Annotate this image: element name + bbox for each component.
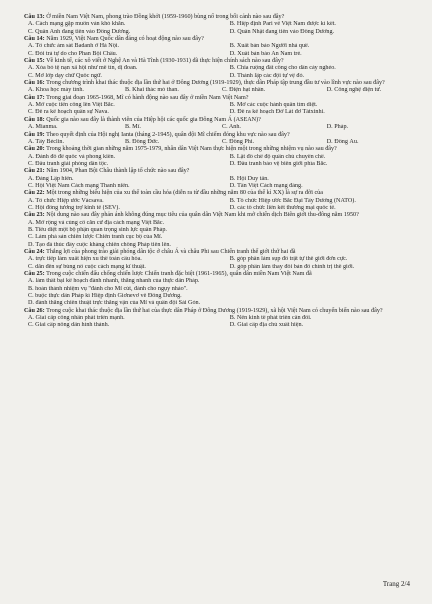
answer-options bbox=[24, 65, 412, 80]
question-stem bbox=[24, 36, 412, 43]
answer-option: D. Giai cấp địa chủ xuất hiện. bbox=[229, 322, 304, 329]
question-number: Câu 17: bbox=[24, 94, 45, 101]
question-text: Ở miền Nam Việt Nam, phong trào Đồng khởi (1959-1960) bùng nổ trong bối cảnh nào sau đây? bbox=[46, 14, 285, 20]
answer-option: D. Xuất bản báo An Nam trẻ. bbox=[229, 50, 302, 57]
answer-option: A. Tây Béclin. bbox=[28, 138, 65, 145]
answer-option: C. Anh. bbox=[222, 124, 241, 131]
answer-option: A. Mianma. bbox=[28, 124, 58, 131]
question-list bbox=[24, 14, 412, 330]
question-block bbox=[24, 168, 412, 190]
answer-option: B. Mở các cuộc hành quân tìm diệt. bbox=[229, 102, 318, 109]
answer-option: B. Đông Đức. bbox=[125, 138, 160, 145]
question-text: Về kinh tế, các xô viết ở Nghệ An và Hà Tĩnh (1930-1931) đã thực hiện chính sách nào sau đây? bbox=[46, 58, 284, 65]
question-block bbox=[24, 14, 412, 36]
question-number: Câu 13: bbox=[24, 14, 45, 20]
question-number: Câu 23: bbox=[24, 212, 45, 219]
answer-option: C. Làm phá sản chiến lược Chiến tranh cục bộ của Mĩ. bbox=[28, 234, 163, 241]
answer-option: C. Giai cấp nông dân hình thành. bbox=[28, 322, 110, 329]
question-stem bbox=[24, 58, 412, 65]
question-stem bbox=[24, 212, 412, 219]
answer-option: B. Tiêu diệt một bộ phận quan trọng sinh lực quân Pháp. bbox=[28, 226, 167, 233]
answer-option: B. Chia ruộng đất công cho dân cày nghèo. bbox=[229, 65, 336, 72]
answer-option: D. Tân Việt Cách mạng đảng. bbox=[229, 182, 303, 189]
question-stem bbox=[24, 190, 412, 197]
question-text: Quốc gia nào sau đây là thành viên của Hiệp hội các quốc gia Đông Nam Á (ASEAN)? bbox=[46, 116, 261, 123]
answer-option: C. dẫn đến sự bùng nổ cuộc cách mạng kĩ thuật. bbox=[28, 263, 146, 270]
question-number: Câu 25: bbox=[24, 271, 45, 278]
answer-option: C. Hội Việt Nam Cách mạng Thanh niên. bbox=[28, 182, 130, 189]
answer-option: B. Hội Duy tân. bbox=[229, 175, 269, 182]
answer-option: B. Lật đổ chế độ quân chủ chuyên chế. bbox=[229, 153, 326, 160]
question-number: Câu 21: bbox=[24, 168, 45, 175]
answer-options bbox=[24, 176, 412, 191]
question-stem bbox=[24, 14, 412, 21]
answer-option: A. Mở rộng và củng cố căn cứ địa cách mạng Việt Bắc. bbox=[28, 219, 165, 226]
answer-option: B. Khai thác mỏ than. bbox=[125, 87, 179, 94]
answer-option: D. Công nghệ điện tử. bbox=[326, 87, 382, 94]
answer-options bbox=[24, 154, 412, 169]
answer-option: D. Đông Âu. bbox=[326, 138, 359, 145]
answer-option: A. Xóa bỏ tệ nạn xã hội như mê tín, dị đoan. bbox=[28, 65, 138, 72]
question-stem bbox=[24, 95, 412, 102]
answer-option: D. Tạo đà thúc đẩy cuộc kháng chiến chống Pháp tiến lên. bbox=[28, 241, 171, 248]
question-stem bbox=[24, 249, 412, 256]
answer-option: D. Pháp. bbox=[326, 124, 349, 131]
question-number: Câu 15: bbox=[24, 58, 45, 65]
question-block bbox=[24, 95, 412, 117]
answer-option: A. trực tiếp làm xuất hiện xu thế toàn cầu hóa. bbox=[28, 256, 142, 263]
question-stem bbox=[24, 132, 412, 139]
answer-options bbox=[24, 220, 412, 249]
answer-options bbox=[24, 124, 412, 131]
answer-option: C. Mở lớp dạy chữ Quốc ngữ. bbox=[28, 72, 102, 79]
answer-option: A. Tổ chức Hiệp ước Vácsava. bbox=[28, 197, 104, 204]
answer-option: A. Cách mạng gặp muôn vàn khó khăn. bbox=[28, 21, 126, 28]
page-number: Trang 2/4 bbox=[382, 580, 410, 588]
question-block bbox=[24, 190, 412, 212]
question-stem bbox=[24, 146, 412, 153]
answer-option: A. làm thất bại kế hoạch đánh nhanh, thắng nhanh của thực dân Pháp. bbox=[28, 278, 200, 285]
question-text: Thắng lợi của phong trào giải phóng dân tộc ở châu Á và châu Phi sau Chiến tranh thế giới thứ hai đã bbox=[46, 249, 296, 255]
answer-option: C. buộc thực dân Pháp kí Hiệp định Giơnevơ về Đông Dương. bbox=[28, 293, 182, 300]
answer-option: A. Tổ chức ám sát Badanh ở Hà Nội. bbox=[28, 43, 120, 50]
question-block bbox=[24, 36, 412, 58]
answer-option: B. hoàn thành nhiệm vụ "đánh cho Mĩ cút, đánh cho ngụy nhào". bbox=[28, 285, 188, 292]
question-number: Câu 16: bbox=[24, 80, 45, 87]
answer-option: A. Khoa học máy tính. bbox=[28, 87, 84, 94]
answer-option: A. Giai cấp công nhân phát triển mạnh. bbox=[28, 315, 125, 322]
question-text: Năm 1904, Phan Bội Châu thành lập tổ chức nào sau đây? bbox=[46, 168, 190, 175]
question-text: Trong khoảng thời gian những năm 1975-1979, nhân dân Việt Nam thực hiện một trong những nhiệm vụ nào sau đây? bbox=[46, 146, 337, 153]
question-block bbox=[24, 212, 412, 249]
answer-options bbox=[24, 43, 412, 58]
question-number: Câu 24: bbox=[24, 249, 45, 255]
question-number: Câu 19: bbox=[24, 131, 45, 138]
answer-options bbox=[24, 198, 412, 213]
question-text: Năm 1929, Việt Nam Quốc dân đảng có hoạt động nào sau đây? bbox=[46, 36, 204, 43]
question-stem bbox=[24, 117, 412, 124]
answer-options bbox=[24, 102, 412, 117]
answer-option: C. Đề ra kế hoạch quân sự Nava. bbox=[28, 109, 109, 116]
question-text: Nội dung nào sau đây phản ánh không đúng mục tiêu của quân dân Việt Nam khi mở chiến dịch Biên giới thu-đông năm 1950? bbox=[46, 212, 359, 219]
answer-options bbox=[24, 139, 412, 146]
question-number: Câu 20: bbox=[24, 146, 45, 153]
answer-option: D. Đấu tranh bảo vệ biên giới phía Bắc. bbox=[229, 160, 328, 167]
question-text: Một trong những biểu hiện của xu thế toàn cầu hóa (diễn ra từ đầu những năm 80 của thế kỉ XX) là sự ra đời của bbox=[46, 190, 323, 197]
answer-option: C. Quân Anh đang tiến vào Đông Dương. bbox=[28, 28, 131, 35]
answer-option: D. Đề ra kế hoạch Đờ Lát đơ Tátxinhi. bbox=[229, 109, 325, 116]
answer-option: D. Thành lập các đội tự vệ đỏ. bbox=[229, 72, 305, 79]
answer-options bbox=[24, 87, 412, 94]
question-text: Trong chương trình khai thác thuộc địa lần thứ hai ở Đông Dương (1919-1929), thực dân Pháp tập trung đầu tư vào lĩnh vực nào sau đây? bbox=[46, 80, 385, 87]
answer-option: C. Điện hạt nhân. bbox=[222, 87, 266, 94]
answer-option: C. Đòi trả tự do cho Phan Bội Châu. bbox=[28, 50, 118, 57]
answer-option: C. Hội đồng tương trợ kinh tế (SEV). bbox=[28, 204, 120, 211]
answer-option: B. Mĩ. bbox=[125, 124, 141, 131]
answer-options bbox=[24, 315, 412, 330]
answer-option: D. các tổ chức liên kết thương mại quốc tế. bbox=[229, 204, 336, 211]
question-number: Câu 18: bbox=[24, 116, 45, 123]
question-stem bbox=[24, 271, 412, 278]
question-block bbox=[24, 308, 412, 330]
answer-option: A. Mở cuộc tiến công lên Việt Bắc. bbox=[28, 102, 115, 109]
answer-option: D. góp phần làm thay đổi bản đồ chính trị thế giới. bbox=[229, 263, 355, 270]
question-block bbox=[24, 58, 412, 80]
question-text: Trong cuộc khai thác thuộc địa lần thứ hai của thực dân Pháp ở Đông Dương (1919-1929), xã hội Việt Nam có chuyển biến nào sau đây? bbox=[46, 307, 383, 314]
question-number: Câu 26: bbox=[24, 307, 45, 314]
answer-option: A. Đảng Lập hiến. bbox=[28, 175, 74, 182]
question-block bbox=[24, 146, 412, 168]
question-block bbox=[24, 132, 412, 147]
question-number: Câu 22: bbox=[24, 190, 45, 197]
question-stem bbox=[24, 308, 412, 315]
question-block bbox=[24, 80, 412, 95]
answer-option: B. Hiệp định Pari về Việt Nam được kí kết. bbox=[229, 21, 336, 28]
answer-options bbox=[24, 278, 412, 307]
answer-option: C. Đông Phi. bbox=[222, 138, 255, 145]
question-text: Trong cuộc chiến đấu chống chiến lược Chiến tranh đặc biệt (1961-1965), quân dân miền Nam Việt Nam đã bbox=[46, 271, 312, 278]
question-block bbox=[24, 271, 412, 308]
answer-option: B. Tổ chức Hiệp ước Bắc Đại Tây Dương (NATO). bbox=[229, 197, 356, 204]
question-stem bbox=[24, 80, 412, 87]
answer-options bbox=[24, 21, 412, 36]
question-text: Theo quyết định của Hội nghị Ianta (tháng 2-1945), quân đội Mĩ chiếm đóng khu vực nào sau đây? bbox=[46, 131, 290, 138]
answer-option: B. Nền kinh tế phát triển cân đối. bbox=[229, 315, 312, 322]
answer-option: D. đánh thắng chiến thuật trực thăng vận của Mĩ và quân đội Sài Gòn. bbox=[28, 300, 201, 307]
answer-option: B. góp phần làm sụp đổ trật tự thế giới đơn cực. bbox=[229, 256, 348, 263]
answer-option: A. Đánh đổ đế quốc và phong kiến. bbox=[28, 153, 116, 160]
answer-option: C. Đấu tranh giải phóng dân tộc. bbox=[28, 160, 109, 167]
question-number: Câu 14: bbox=[24, 36, 45, 43]
question-text: Trong giai đoạn 1965-1968, Mĩ có hành động nào sau đây ở miền Nam Việt Nam? bbox=[46, 94, 249, 101]
question-block bbox=[24, 249, 412, 271]
answer-option: D. Quân Nhật đang tiến vào Đông Dương. bbox=[229, 28, 335, 35]
answer-option: B. Xuất bản báo Người nhà quê. bbox=[229, 43, 310, 50]
question-stem bbox=[24, 168, 412, 175]
answer-options bbox=[24, 256, 412, 271]
question-block bbox=[24, 117, 412, 132]
